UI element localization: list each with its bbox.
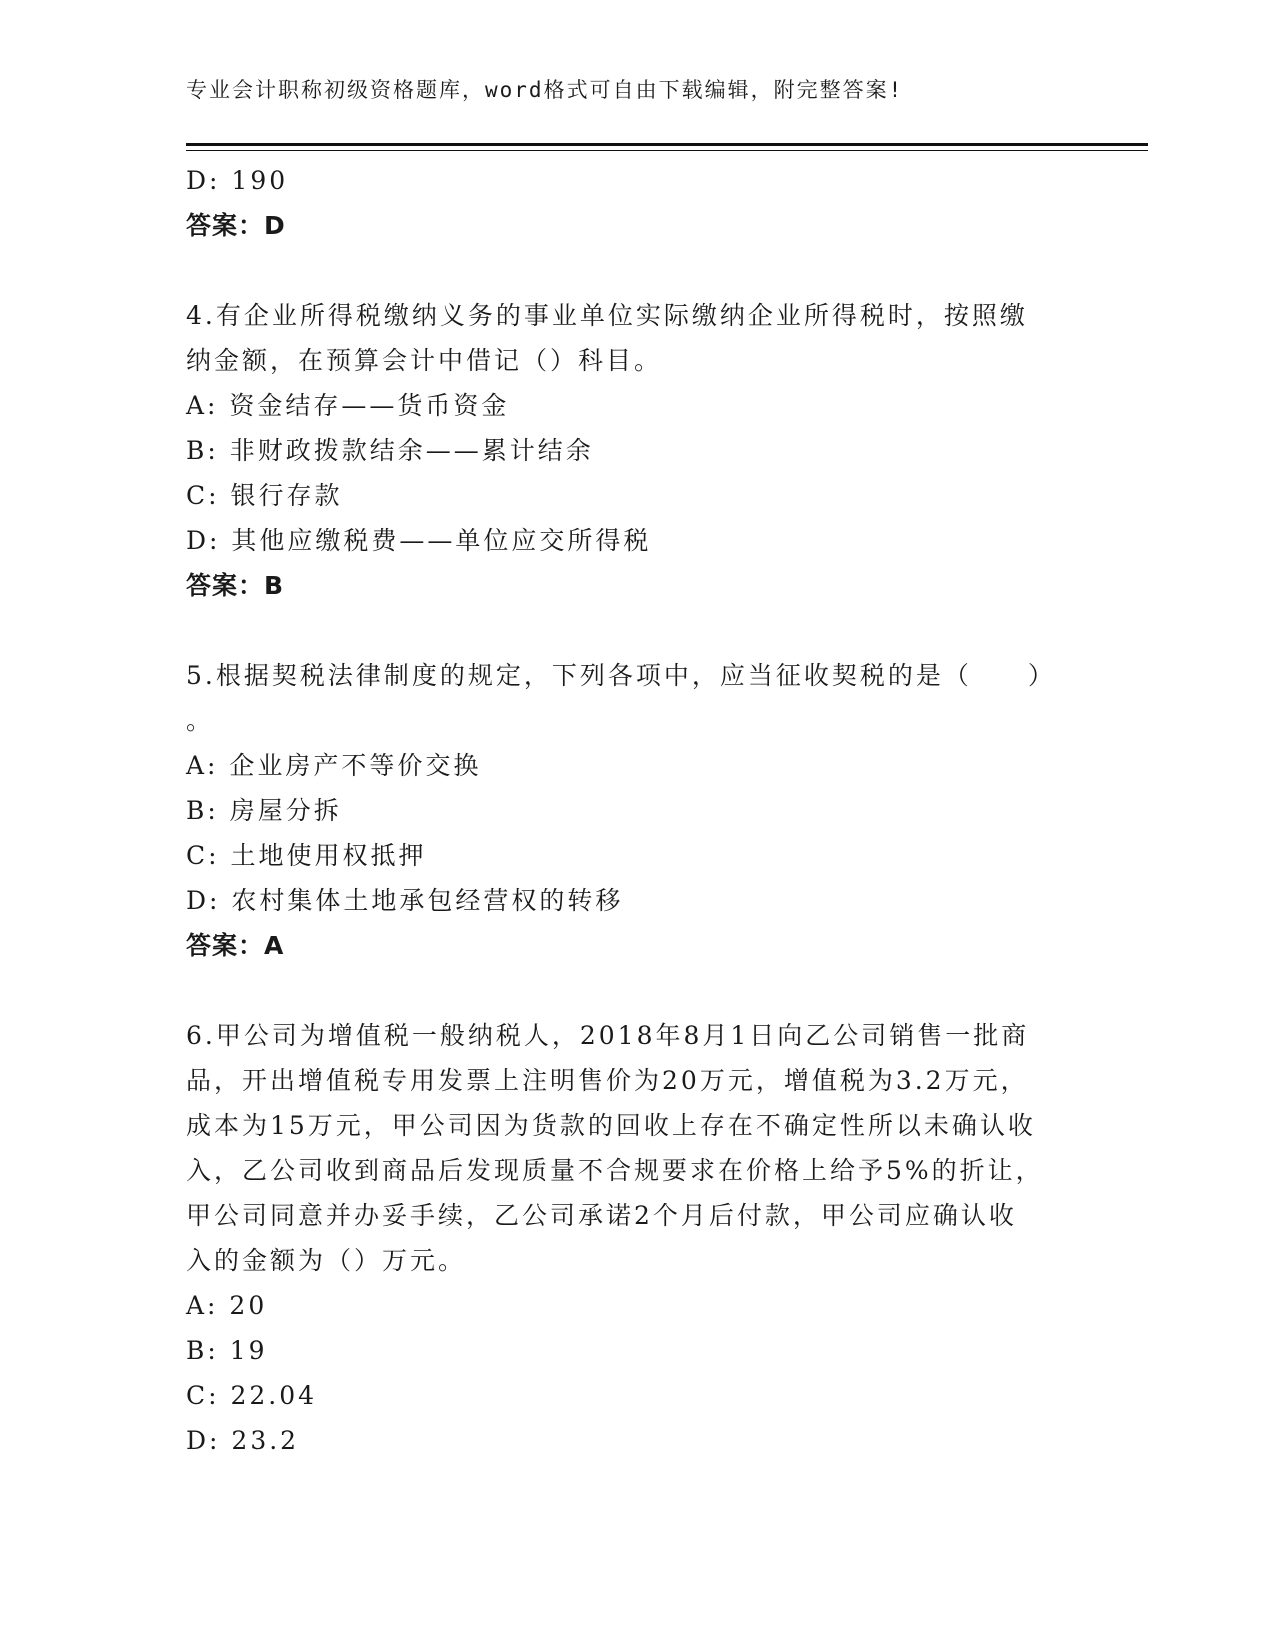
option-b: B: 19	[186, 1336, 268, 1365]
q3-answer: 答案：D	[186, 211, 286, 240]
option-b: B: 非财政拨款结余——累计结余	[186, 436, 594, 465]
option-a: A: 20	[186, 1291, 268, 1320]
option-c: C: 22.04	[186, 1381, 318, 1410]
question-stem-line: 。	[186, 706, 215, 735]
answer: 答案：A	[186, 931, 285, 960]
header-rule-thin	[186, 150, 1148, 151]
answer: 答案：B	[186, 571, 285, 600]
question-stem-line: 入，乙公司收到商品后发现质量不合规要求在价格上给予5%的折让，	[186, 1156, 1044, 1185]
option-d: D: 23.2	[186, 1426, 300, 1455]
question-5	[186, 653, 1066, 968]
option-a: A: 企业房产不等价交换	[186, 751, 482, 780]
question-stem-line: 4.有企业所得税缴纳义务的事业单位实际缴纳企业所得税时，按照缴	[186, 301, 1028, 330]
question-stem-line: 6.甲公司为增值税一般纳税人，2018年8月1日向乙公司销售一批商	[186, 1021, 1030, 1050]
question-4	[186, 293, 1066, 608]
question-stem-line: 成本为15万元，甲公司因为货款的回收上存在不确定性所以未确认收	[186, 1111, 1036, 1140]
question-stem-line: 纳金额，在预算会计中借记（）科目。	[186, 346, 663, 375]
q3-option-d: D: 190	[186, 166, 289, 195]
question-stem-line: 入的金额为（）万元。	[186, 1246, 467, 1275]
option-c: C: 银行存款	[186, 481, 343, 510]
question-stem-line: 甲公司同意并办妥手续，乙公司承诺2个月后付款，甲公司应确认收	[186, 1201, 1017, 1230]
spacer	[186, 968, 1066, 1013]
option-d: D: 其他应缴税费——单位应交所得税	[186, 526, 652, 555]
header-rule-thick	[186, 143, 1148, 146]
spacer	[186, 248, 1066, 293]
question-stem-line: 5.根据契税法律制度的规定，下列各项中，应当征收契税的是（ ）	[186, 661, 1056, 690]
option-b: B: 房屋分拆	[186, 796, 342, 825]
page-header: 专业会计职称初级资格题库，word格式可自由下载编辑，附完整答案!	[186, 78, 904, 102]
option-a: A: 资金结存——货币资金	[186, 391, 510, 420]
option-d: D: 农村集体土地承包经营权的转移	[186, 886, 624, 915]
question-stem-line: 品，开出增值税专用发票上注明售价为20万元，增值税为3.2万元，	[186, 1066, 1029, 1095]
document-body	[186, 158, 1066, 1463]
question-6	[186, 1013, 1066, 1463]
spacer	[186, 608, 1066, 653]
option-c: C: 土地使用权抵押	[186, 841, 427, 870]
